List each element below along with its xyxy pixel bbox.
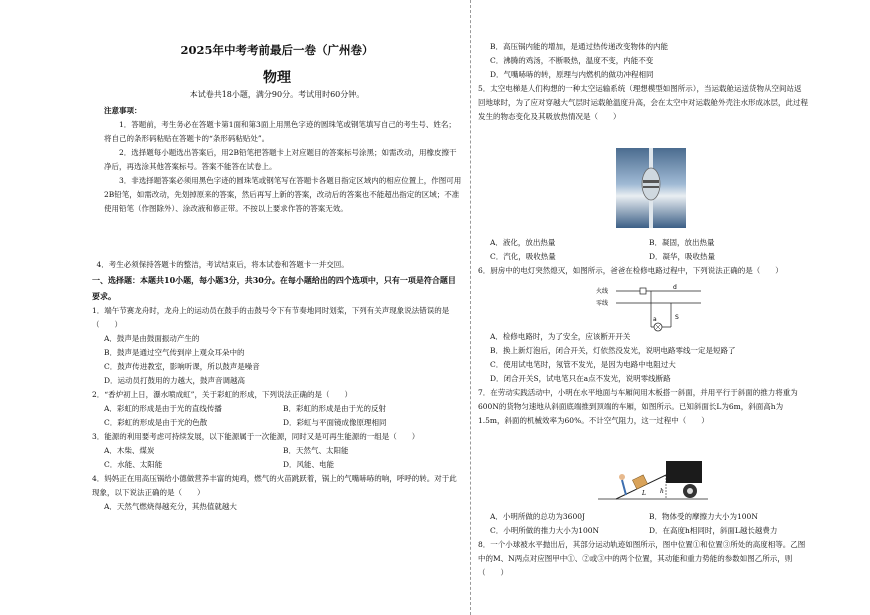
length-label: L [642, 490, 646, 497]
point-d-label: d [673, 284, 677, 291]
option: C．使用试电笔时，氖管不发光，是因为电路中电阻过大 [490, 360, 676, 369]
option: A．液化，放出热量 [490, 238, 556, 247]
q-block-3 [478, 236, 808, 278]
space-elevator-image [616, 148, 686, 228]
q-block-1 [92, 258, 462, 514]
question-stem: 2．“香炉初上日，瀑水喷成虹”，关于彩虹的形成，下列说法正确的是（ ） [92, 390, 352, 399]
question-stem: 6．厨房中的电灯突然熄灭，如图所示，爸爸在检修电路过程中，下列说法正确的是（ ） [478, 266, 783, 275]
option-row [92, 402, 462, 416]
note-item: 2．选择题每小题选出答案后，用2B铅笔把答题卡上对应题目的答案标号涂黑；如需改动，用橡皮擦干净后，再选涂其他答案标号。答案不能答在试卷上。 [104, 148, 457, 171]
option-row [92, 444, 462, 458]
option: D．风能、电能 [283, 460, 335, 469]
option: D．运动员打鼓用的力越大，鼓声音调越高 [104, 376, 246, 385]
option: A．鼓声是由鼓面振动产生的 [104, 334, 200, 343]
note-item: 1．答题前，考生务必在答题卡第1面和第3面上用黑色字迹的圆珠笔或钢笔填写自己的考生号、姓名；将自己的条形码粘贴在答题卡的“条形码粘贴处”。 [104, 120, 456, 143]
notes-heading: 注意事项： [104, 106, 142, 115]
option: B．鼓声是通过空气传到岸上观众耳朵中的 [104, 348, 245, 357]
option-row [478, 524, 808, 538]
option: A．彩虹的形成是由于光的直线传播 [104, 404, 222, 413]
option: D．闭合开关S，试电笔只在a点不发光，说明零线断路 [490, 374, 671, 383]
q-block-2 [478, 40, 808, 124]
option: D．凝华，吸收热量 [649, 252, 716, 261]
circuit-diagram [596, 283, 706, 333]
option: C．彩虹的形成是由于光的色散 [104, 418, 208, 427]
fuse-icon [640, 288, 646, 294]
subject-title: 物理 [263, 70, 291, 86]
question-stem: 3．能源的利用要考虑可持续发展，以下能源属于一次能源，同时又是可再生能源的一组是（ ） [92, 432, 420, 441]
option: B．天然气、太阳能 [283, 446, 349, 455]
neutral-wire-label: 零线 [596, 300, 609, 307]
option: B．彩虹的形成是由于光的反射 [283, 404, 387, 413]
option: B．物体受的摩擦力大小为100N [649, 512, 758, 521]
cargo-box [632, 475, 647, 489]
exam-title: 2025年中考考前最后一卷（广州卷） [180, 43, 374, 57]
question-stem: 1．端午节赛龙舟时，龙舟上的运动员在鼓手的击鼓号令下有节奏地同时划桨，下列有关声现象说法错误的是（ ） [92, 306, 450, 329]
ramp-diagram [598, 455, 708, 505]
option: B．高压锅内能的增加，是通过热传递改变物体的内能 [490, 42, 669, 51]
live-wire-label: 火线 [596, 288, 609, 295]
option: D．在高度h相同时，斜面L越长越费力 [649, 526, 778, 535]
person-icon [619, 474, 625, 480]
option-row [478, 236, 808, 250]
option: D．气嘴哧哧的转，原理与内燃机的做功冲程相同 [490, 70, 654, 79]
notes-block [104, 104, 462, 216]
option-row [92, 458, 462, 472]
question-stem: 4．妈妈正在用高压锅给小德做营养丰富的炖鸡，燃气的火苗跳跃着，锅上的气嘴哧哧的响，呼呼的转。对于此现象，以下说法正确的是（ ） [92, 474, 457, 497]
option-row [478, 250, 808, 264]
option: C．鼓声传进教室，影响听课，所以鼓声是噪音 [104, 362, 260, 371]
question-stem: 7．在劳动实践活动中，小明在水平地面与车厢间用木板搭一斜面，并用平行于斜面的推力将重为600N的货物匀速地从斜面底端推到顶端的车厢，如图所示。已知斜面长L为6m，斜面高h为1.5m，斜面的机械效率为60%。不计空气阻力，这一过程中（ ） [478, 388, 798, 425]
switch-label: S [675, 314, 679, 321]
option: C．小明所做的推力大小为100N [490, 526, 600, 535]
note-item: 4．考生必须保持答题卡的整洁，考试结束后，将本试卷和答题卡一并交回。 [96, 260, 349, 269]
exam-info: 本试卷共18小题，满分90分。考试用时60分钟。 [189, 90, 365, 99]
option: C．汽化，吸收热量 [490, 252, 556, 261]
option: A．检修电路时，为了安全，应该断开开关 [490, 332, 631, 341]
option: A．小明所做的总功为3600J [490, 512, 586, 521]
truck-body [666, 461, 702, 483]
note-item: 3．非选择题答案必须用黑色字迹的圆珠笔或钢笔写在答题卡各题目指定区域内的相应位置上，作图可用2B铅笔，如需改动，先划掉原来的答案，然后再写上新的答案，改动后的答案也不能超出指定的区域；不准使用铅笔（作图除外）、涂改液和修正带。不按以上要求作答的答案无效。 [104, 176, 462, 213]
option: C．沸腾的鸡汤，不断吸热，温度不变，内能不变 [490, 56, 654, 65]
column-divider [470, 0, 471, 615]
option: D．彩虹与平面镜成像原理相同 [283, 418, 387, 427]
height-label: h [660, 488, 664, 495]
option-row [478, 510, 808, 524]
option: A．天然气燃烧得越充分，其热值就越大 [104, 502, 237, 511]
option: A．木柴、煤炭 [104, 446, 155, 455]
space-elevator-capsule-icon [616, 148, 686, 228]
q-block-5 [478, 510, 808, 580]
question-stem: 8．一个小球被水平抛出后，其部分运动轨迹如图所示，图中位置①和位置③所处的高度相等。乙图中的M、N两点对应图甲中①、②或③中的两个位置，其动能和重力势能的参数如图乙所示，则（ ） [478, 540, 806, 577]
point-a-label: a [653, 316, 657, 323]
option: C．水能、太阳能 [104, 460, 163, 469]
option: B．凝固，放出热量 [649, 238, 715, 247]
q-block-4 [478, 330, 808, 428]
option-row [92, 416, 462, 430]
option: B．换上新灯泡后，闭合开关，灯依然没发光，说明电路零线一定是短路了 [490, 346, 736, 355]
question-stem: 5．太空电梯是人们构想的一种太空运输系统（理想模型如图所示），当运载舱运送货物从空间站返回地球时，为了应对穿越大气层时运载舱温度升高，会在太空中对运载舱外壳注水形成冰层，此过程发生的物态变化及其吸放热情况是（ ） [478, 84, 808, 121]
section-heading: 一、选择题：本题共10小题，每小题3分，共30分。在每小题给出的四个选项中，只有一项是符合题目要求。 [92, 275, 456, 301]
